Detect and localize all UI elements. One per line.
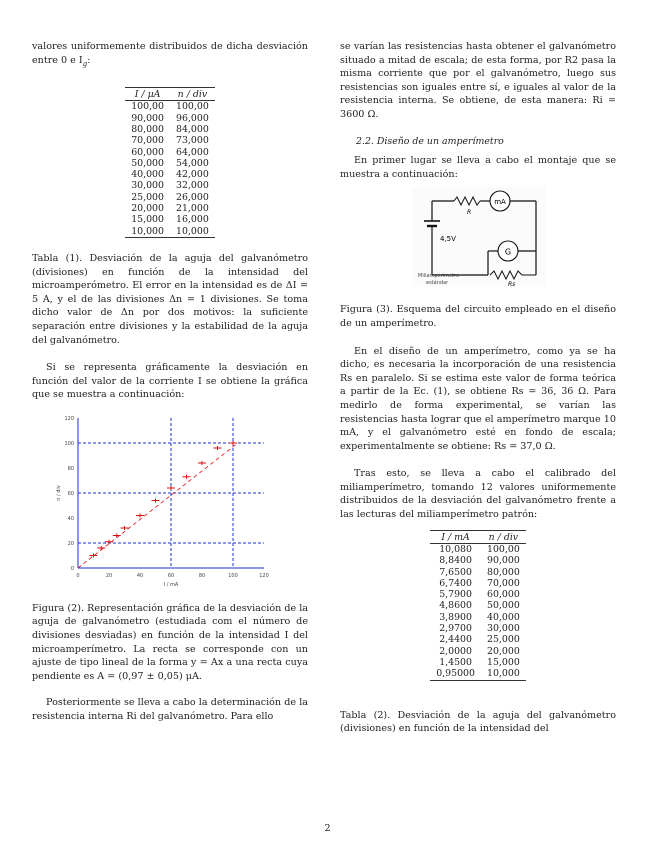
table-row — [125, 147, 215, 158]
table-cell: 42,000 — [176, 169, 209, 181]
table-row — [125, 135, 215, 146]
table-cell: 84,000 — [176, 123, 209, 135]
table-row — [125, 101, 215, 113]
table-cell: 0,95000 — [430, 668, 481, 680]
table-cell: 70,000 — [131, 135, 164, 147]
left-column — [32, 40, 308, 724]
table2-caption: Tabla (2). Desviación de la aguja del galvanómetro (divisiones) en función de la intensidad del — [340, 709, 616, 735]
x-tick-label: 100 — [228, 572, 238, 579]
x-tick-label: 0 — [76, 572, 80, 579]
deflection-chart — [32, 410, 308, 594]
intro-text-2: entre 0 e I — [32, 54, 83, 66]
y-tick-label: 120 — [64, 415, 74, 422]
table-cell: 21,000 — [176, 203, 209, 215]
figure3-caption: Figura (3). Esquema del circuito empleado en el diseño de un amperímetro. — [340, 304, 616, 329]
resistor-r-label: R — [467, 209, 472, 217]
table-row — [430, 657, 526, 668]
table-cell: 80,000 — [131, 123, 164, 135]
table-row — [430, 543, 526, 555]
table-row — [125, 226, 215, 238]
table-cell: 1,4500 — [439, 656, 472, 668]
table-cell: 64,000 — [176, 146, 209, 158]
table-cell: 60,000 — [486, 589, 520, 601]
table-row — [430, 567, 526, 578]
table-cell: 30,000 — [131, 180, 164, 192]
table-row — [430, 612, 526, 623]
circuit-diagram — [340, 185, 616, 289]
table-cell: 10,080 — [439, 543, 472, 555]
table1-col2-header: n / div — [170, 88, 215, 101]
table-cell: 60,000 — [131, 146, 164, 158]
table-cell: 30,000 — [486, 623, 520, 635]
x-axis-label: I / mA — [163, 581, 179, 588]
table-row — [430, 600, 526, 611]
table-row — [430, 646, 526, 657]
shunt-resistor-label: Rs — [508, 281, 516, 289]
table-cell: 73,000 — [176, 135, 209, 147]
table-cell: 2,9700 — [439, 623, 472, 635]
x-tick-label: 80 — [198, 572, 206, 579]
x-tick-label: 40 — [136, 572, 144, 579]
intro-end: : — [87, 54, 91, 66]
x-tick-label: 60 — [167, 572, 175, 579]
table-cell: 26,000 — [176, 191, 209, 203]
intro-paragraph — [32, 40, 308, 71]
table-cell: 6,7400 — [439, 577, 472, 589]
intro-text: valores uniformemente distribuidos de dicha desviación — [32, 41, 308, 52]
resistance-result-paragraph: se varían las resistencias hasta obtener el galvanómetro situado a mitad de escala; de esta forma, por R2 pasa la misma corriente que por el galvanómetro, luego sus resistencias son iguales entre sí, e iguales al valor de la resistencia interna. Se obtiene, de esta manera: Ri = 3600 Ω. — [340, 41, 616, 120]
figure2-caption: Figura (2). Representación gráfica de la desviación de la aguja de galvanómetro (estudiada com el número de divisiones desviadas) en función de la intensidad I del microamperímetro. La recta se corresponde con un ajuste de tipo lineal de la forma y = Ax a una recta cuya pendiente es A = (0,97 ± 0,05) μA. — [32, 602, 308, 682]
calibration-paragraph: Tras esto, se lleva a cabo el calibrado del miliamperímetro, tomando 12 valores uniformemente distribuidos de la desviación del galvanómetro frente a las lecturas del miliamperímetro patrón: — [340, 468, 616, 521]
table-cell: 25,000 — [131, 191, 164, 203]
table-cell: 20,000 — [486, 645, 520, 657]
galvanometer-label: G — [504, 247, 512, 257]
page-number: 2 — [324, 823, 331, 834]
table-cell: 96,000 — [176, 112, 209, 124]
y-tick-label: 0 — [70, 565, 74, 572]
x-tick-label: 20 — [105, 572, 113, 579]
table-row — [430, 623, 526, 634]
y-axis-label: n / div — [56, 485, 62, 501]
table-cell: 8,8400 — [439, 555, 472, 567]
table1-caption: Tabla (1). Desviación de la aguja del galvanómetro (divisiones) en función de la intensidad del microamperómetro. El error en la intensidad es de ΔI = 5 A, y el de las divisiones Δn = 1 divisiones. Se toma dicho valor de Δn por dos motivos: la suficiente separación entre divisiones y la estabilidad de la aguja del galvanómetro. — [32, 252, 308, 346]
table-row — [125, 203, 215, 214]
table-cell: 10,000 — [170, 226, 215, 238]
table2-col2-header: n / div — [481, 530, 526, 543]
table-cell: 15,000 — [486, 656, 520, 668]
table-row — [125, 124, 215, 135]
table-cell: 40,000 — [486, 611, 520, 623]
table2-col1-header: I / mA — [430, 530, 481, 543]
table-row — [125, 169, 215, 180]
table1-col1-header: I / μA — [125, 88, 170, 101]
table-cell: 2,4400 — [439, 634, 472, 646]
table-cell: 50,000 — [131, 157, 164, 169]
table-cell: 100,00 — [176, 101, 209, 113]
table-cell: 16,000 — [176, 214, 209, 226]
table-cell: 15,000 — [131, 214, 164, 226]
voltage-label: 4,5V — [440, 235, 456, 244]
chart-intro-paragraph: Si se representa gráficamente la desviación en función del valor de la corriente I se obtiene la gráfica que se muestra a continuación: — [32, 362, 308, 401]
table-row — [430, 634, 526, 645]
table-cell: 90,000 — [131, 112, 164, 124]
table-cell: 54,000 — [176, 157, 209, 169]
table-row — [430, 578, 526, 589]
meter-caption-line1: Miliamperímetro — [418, 273, 460, 280]
table-cell: 4,8600 — [439, 600, 472, 612]
table-cell: 10,000 — [125, 226, 170, 238]
table-2 — [430, 530, 526, 681]
resistance-paragraph: Posteriormente se lleva a cabo la determinación de la resistencia interna Ri del galvanómetro. Para ello — [32, 697, 308, 723]
table-row — [430, 668, 526, 680]
setup-paragraph: En primer lugar se lleva a cabo el montaje que se muestra a continuación: — [340, 155, 616, 180]
table-cell: 25,000 — [486, 634, 520, 646]
table-cell: 5,7900 — [439, 589, 472, 601]
section-title: 2.2. Diseño de un amperímetro — [356, 135, 504, 147]
milliammeter-label: mA — [494, 198, 506, 207]
table-cell: 10,000 — [481, 668, 526, 680]
x-tick-label: 120 — [259, 572, 269, 579]
table-cell: 40,000 — [131, 169, 164, 181]
meter-caption-line2: estándar — [426, 280, 449, 287]
table-cell: 90,000 — [486, 555, 520, 567]
table-cell: 100,00 — [486, 543, 520, 555]
table-cell: 100,00 — [131, 101, 164, 113]
y-tick-label: 40 — [67, 515, 74, 522]
ammeter-design-paragraph: En el diseño de un amperímetro, como ya se ha dicho, es necesaria la incorporación de una resistencia Rs en paralelo. Si se estima este valor de forma teórica a partir de la Ec. (1), se obtiene Rs = 36, 36 Ω. Para medirlo de forma experimental, se varían las resistencias hasta lograr que el amperímetro marque 10 mA, y el galvanómetro esté en fondo de escala; experimentalmente se obtiene: Rs = 37,0 Ω. — [340, 345, 616, 452]
table-cell: 7,6500 — [439, 566, 472, 578]
table-cell: 50,000 — [486, 600, 520, 612]
table-row — [125, 180, 215, 191]
table-row — [125, 113, 215, 124]
right-column — [340, 40, 616, 736]
table-row — [125, 158, 215, 169]
y-tick-label: 100 — [64, 440, 74, 447]
table-row — [430, 589, 526, 600]
y-tick-label: 20 — [67, 540, 74, 547]
table-cell: 20,000 — [131, 203, 164, 215]
table-cell: 3,8900 — [439, 611, 472, 623]
intro-subscript: g — [82, 59, 88, 68]
y-tick-label: 80 — [67, 465, 74, 472]
table-cell: 2,0000 — [439, 645, 472, 657]
fit-line — [78, 443, 238, 568]
table-row — [125, 192, 215, 203]
table-1 — [125, 87, 215, 238]
table-cell: 80,000 — [486, 566, 520, 578]
table-row — [430, 555, 526, 566]
table-cell: 70,000 — [486, 577, 520, 589]
table-cell: 32,000 — [176, 180, 209, 192]
table-row — [125, 214, 215, 225]
y-tick-label: 60 — [67, 490, 74, 497]
